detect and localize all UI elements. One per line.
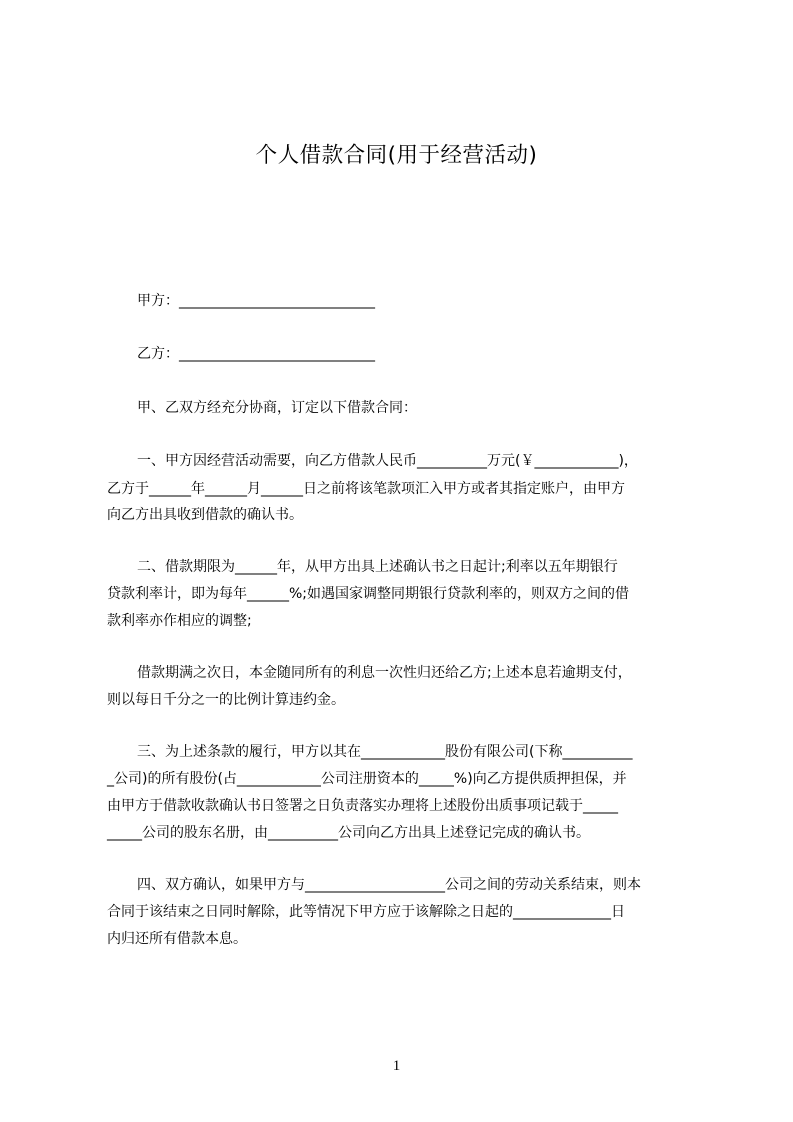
- clause-4-line-2: 合同于该结束之日同时解除，此等情况下甲方应于该解除之日起的______________日: [107, 904, 625, 920]
- clause-3-line-3: 由甲方于借款收款确认书日签署之日负责落实办理将上述股份出质事项记载于_____: [107, 798, 618, 814]
- clause-3-line-1: 三、为上述条款的履行，甲方以其在____________股份有限公司(下称__________: [137, 744, 633, 760]
- party-a-line: 甲方：____________________________: [137, 293, 375, 309]
- intro-line: 甲、乙双方经充分协商，订定以下借款合同：: [137, 400, 417, 416]
- clause-2b-line-2: 则以每日千分之一的比例计算违约金。: [107, 692, 345, 708]
- clause-2-line-1: 二、借款期限为______年，从甲方出具上述确认书之日起计;利率以五年期银行: [137, 559, 618, 575]
- page-number: 1: [392, 1058, 401, 1074]
- clause-3-line-4: _____公司的股东名册，由__________公司向乙方出具上述登记完成的确认书。: [107, 825, 590, 841]
- clause-1-line-3: 向乙方出具收到借款的确认书。: [107, 507, 303, 523]
- clause-4-line-1: 四、双方确认，如果甲方与____________________公司之间的劳动关系结束，则本: [137, 877, 641, 893]
- document-title: 个人借款合同(用于经营活动): [255, 143, 538, 168]
- clause-2b-line-1: 借款期满之次日，本金随同所有的利息一次性归还给乙方;上述本息若逾期支付，: [137, 665, 632, 681]
- party-b-line: 乙方：____________________________: [137, 346, 375, 362]
- clause-1-line-2: 乙方于______年______月______日之前将该笔款项汇入甲方或者其指定账户，由甲方: [107, 481, 625, 497]
- clause-2-line-2: 贷款利率计，即为每年______%;如遇国家调整同期银行贷款利率的，则双方之间的借: [107, 586, 630, 602]
- clause-4-line-3: 内归还所有借款本息。: [107, 931, 247, 947]
- clause-3-line-2: _公司)的所有股份(占____________公司注册资本的_____%)向乙方提供质押担保，并: [107, 771, 627, 787]
- clause-1-line-1: 一、甲方因经营活动需要，向乙方借款人民币__________万元(￥____________)，: [137, 453, 638, 469]
- clause-2-line-3: 款利率亦作相应的调整;: [107, 613, 252, 629]
